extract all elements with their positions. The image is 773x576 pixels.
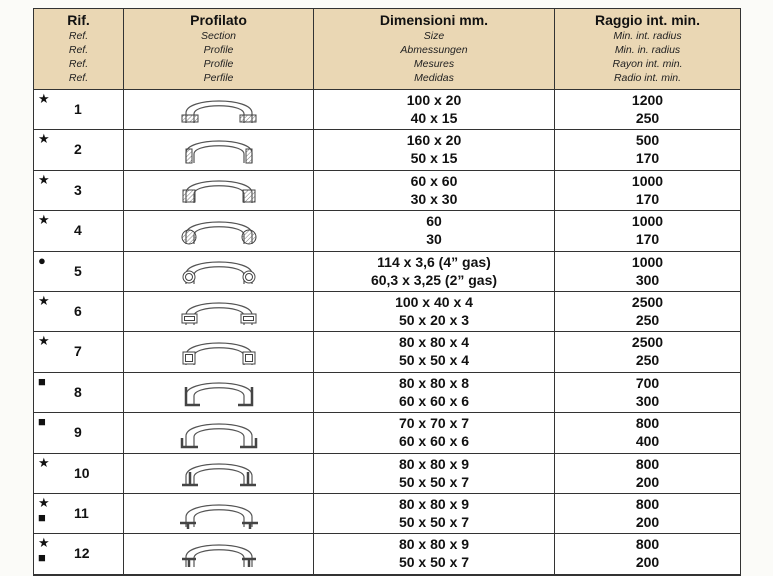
dimension-large: 80 x 80 x 9 <box>398 536 470 553</box>
radius-small: 300 <box>635 271 660 288</box>
radius-small: 300 <box>635 392 660 409</box>
header-radius-sub: Min. in. radius <box>614 44 681 56</box>
dimensions-cell <box>314 171 555 210</box>
table-row <box>34 534 740 574</box>
dimension-large: 80 x 80 x 4 <box>398 334 470 351</box>
ref-cell <box>34 90 124 129</box>
header-ref <box>34 9 124 89</box>
angle-ring-icon <box>176 375 262 409</box>
header-radius-title: Raggio int. min. <box>595 12 700 28</box>
ref-cell <box>34 454 124 493</box>
header-profile <box>124 9 314 89</box>
profile-cell <box>124 130 314 169</box>
header-profile-sub: Perfile <box>203 72 234 84</box>
dimension-large: 100 x 20 <box>406 92 462 108</box>
radius-small: 250 <box>635 352 660 369</box>
radius-cell <box>555 252 740 291</box>
ref-number: 3 <box>74 181 82 198</box>
tee-out-ring-icon <box>176 497 262 531</box>
header-dimensions-sub: Abmessungen <box>400 44 468 56</box>
marker-symbol: ★ <box>38 212 50 228</box>
table-row <box>34 130 740 170</box>
radius-small: 170 <box>635 190 660 207</box>
profile-table <box>33 8 741 576</box>
dimension-large: 70 x 70 x 7 <box>398 415 470 432</box>
ref-number: 10 <box>74 464 90 481</box>
dimension-small: 40 x 15 <box>410 110 458 126</box>
table-row <box>34 332 740 372</box>
ref-cell <box>34 413 124 452</box>
radius-small: 200 <box>635 513 660 530</box>
marker-symbol: ● <box>38 252 46 268</box>
header-ref-sub: Ref. <box>68 72 89 84</box>
header-profile-sub: Profile <box>203 44 234 56</box>
dimension-large: 60 x 60 <box>410 172 458 189</box>
header-radius-sub: Radio int. min. <box>613 72 682 84</box>
radius-large: 800 <box>635 536 660 553</box>
dimension-large: 80 x 80 x 9 <box>398 495 470 512</box>
radius-large: 2500 <box>631 293 664 310</box>
marker-symbol-secondary: ■ <box>38 550 46 566</box>
dimension-small: 50 x 50 x 7 <box>398 554 470 571</box>
dimensions-cell <box>314 90 555 129</box>
marker-symbol: ★ <box>38 292 50 308</box>
marker-symbol-secondary: ■ <box>38 509 46 525</box>
header-dimensions-sub: Mesures <box>413 58 455 70</box>
header-ref-sub: Ref. <box>68 58 89 70</box>
marker-symbol: ★ <box>38 333 50 349</box>
radius-large: 1200 <box>631 92 664 108</box>
radius-small: 250 <box>635 110 660 126</box>
radius-cell <box>555 90 740 129</box>
table-row <box>34 171 740 211</box>
header-dimensions <box>314 9 555 89</box>
profile-cell <box>124 171 314 210</box>
dimensions-cell <box>314 413 555 452</box>
radius-small: 170 <box>635 231 660 248</box>
table-row <box>34 90 740 130</box>
radius-cell <box>555 292 740 331</box>
header-profile-title: Profilato <box>190 12 247 28</box>
radius-large: 1000 <box>631 213 664 230</box>
radius-cell <box>555 534 740 573</box>
header-profile-sub: Section <box>200 30 237 42</box>
header-ref-title: Rif. <box>67 12 90 28</box>
dimension-small: 50 x 50 x 7 <box>398 473 470 490</box>
round-bar-ring-icon <box>176 214 262 248</box>
dimensions-cell <box>314 130 555 169</box>
profile-cell <box>124 413 314 452</box>
dimension-small: 30 x 30 <box>410 190 458 207</box>
ref-number: 11 <box>74 504 89 521</box>
dimension-small: 50 x 50 x 7 <box>398 513 470 530</box>
header-ref-sub: Ref. <box>68 30 89 42</box>
profile-cell <box>124 373 314 412</box>
dimension-small: 50 x 15 <box>410 150 458 167</box>
radius-large: 700 <box>635 374 660 391</box>
profile-cell <box>124 211 314 250</box>
dimension-large: 100 x 40 x 4 <box>395 293 473 310</box>
dimensions-cell <box>314 211 555 250</box>
radius-large: 800 <box>635 455 660 472</box>
rect-tube-ring-icon <box>176 295 262 329</box>
rectangle-ring-icon <box>176 93 262 127</box>
profile-cell <box>124 494 314 533</box>
square-tube-ring-icon <box>176 335 262 369</box>
table-row <box>34 252 740 292</box>
radius-large: 500 <box>635 132 660 149</box>
dimensions-cell <box>314 373 555 412</box>
radius-large: 2500 <box>631 334 664 351</box>
tube-ring-icon <box>176 254 262 288</box>
header-dimensions-title: Dimensioni mm. <box>379 12 489 28</box>
ref-cell <box>34 211 124 250</box>
table-row <box>34 413 740 453</box>
dimension-small: 50 x 50 x 4 <box>398 352 470 369</box>
dimension-large: 114 x 3,6 (4” gas) <box>377 253 491 270</box>
table-row <box>34 292 740 332</box>
dimension-large: 160 x 20 <box>406 132 462 149</box>
ref-number: 6 <box>74 302 82 319</box>
ref-number: 5 <box>74 262 82 279</box>
marker-symbol: ■ <box>38 373 46 389</box>
dimension-small: 60,3 x 3,25 (2” gas) <box>370 271 498 288</box>
radius-cell <box>555 454 740 493</box>
radius-cell <box>555 332 740 371</box>
table-row <box>34 494 740 534</box>
marker-symbol: ■ <box>38 414 46 430</box>
dimensions-cell <box>314 252 555 291</box>
radius-cell <box>555 413 740 452</box>
ref-cell <box>34 373 124 412</box>
ref-cell <box>34 130 124 169</box>
marker-symbol: ★ <box>38 131 50 147</box>
dimensions-cell <box>314 292 555 331</box>
ref-number: 9 <box>74 424 82 441</box>
marker-symbol: ★ <box>38 494 50 510</box>
radius-large: 800 <box>635 495 660 512</box>
dimension-large: 60 <box>426 213 442 230</box>
radius-small: 250 <box>635 311 660 328</box>
ref-cell <box>34 252 124 291</box>
ref-cell <box>34 534 124 573</box>
radius-large: 1000 <box>631 172 664 189</box>
table-body <box>34 90 740 575</box>
dimension-small: 30 <box>426 231 442 248</box>
dimension-small: 60 x 60 x 6 <box>398 433 470 450</box>
profile-cell <box>124 90 314 129</box>
table-row <box>34 373 740 413</box>
header-dimensions-sub: Size <box>423 30 445 42</box>
dimensions-cell <box>314 534 555 573</box>
radius-small: 200 <box>635 554 660 571</box>
header-radius-sub: Rayon int. min. <box>612 58 683 70</box>
profile-cell <box>124 252 314 291</box>
dimensions-cell <box>314 332 555 371</box>
ref-cell <box>34 171 124 210</box>
radius-cell <box>555 211 740 250</box>
marker-symbol: ★ <box>38 454 50 470</box>
radius-small: 200 <box>635 473 660 490</box>
profile-cell <box>124 332 314 371</box>
tee-flange-ring-icon <box>176 537 262 571</box>
table-header <box>34 9 740 90</box>
radius-cell <box>555 373 740 412</box>
dimension-large: 80 x 80 x 9 <box>398 455 470 472</box>
ref-cell <box>34 494 124 533</box>
header-dimensions-sub: Medidas <box>414 72 454 84</box>
ref-cell <box>34 332 124 371</box>
radius-large: 800 <box>635 415 660 432</box>
radius-cell <box>555 494 740 533</box>
angle-out-ring-icon <box>176 416 262 450</box>
tee-ring-icon <box>176 456 262 490</box>
table-row <box>34 211 740 251</box>
marker-symbol: ★ <box>38 91 50 106</box>
radius-small: 170 <box>635 150 660 167</box>
dimensions-cell <box>314 494 555 533</box>
ref-number: 2 <box>74 141 82 158</box>
ref-number: 4 <box>74 222 82 239</box>
ref-number: 12 <box>74 545 90 562</box>
header-radius <box>555 9 740 89</box>
marker-symbol: ★ <box>38 171 50 187</box>
radius-cell <box>555 130 740 169</box>
square-ring-icon <box>176 173 262 207</box>
radius-cell <box>555 171 740 210</box>
dimension-small: 50 x 20 x 3 <box>398 311 470 328</box>
dimension-small: 60 x 60 x 6 <box>398 392 470 409</box>
table-row <box>34 454 740 494</box>
dimensions-cell <box>314 454 555 493</box>
marker-symbol: ★ <box>38 535 50 551</box>
ref-number: 8 <box>74 383 82 400</box>
dimension-large: 80 x 80 x 8 <box>398 374 470 391</box>
header-profile-sub: Profile <box>203 58 234 70</box>
profile-cell <box>124 292 314 331</box>
header-ref-sub: Ref. <box>68 44 89 56</box>
profile-cell <box>124 454 314 493</box>
radius-large: 1000 <box>631 253 664 270</box>
ref-number: 1 <box>74 101 82 117</box>
upright-rectangle-ring-icon <box>176 133 262 167</box>
ref-number: 7 <box>74 343 82 360</box>
ref-cell <box>34 292 124 331</box>
profile-cell <box>124 534 314 573</box>
header-radius-sub: Min. int. radius <box>613 30 682 42</box>
radius-small: 400 <box>635 433 660 450</box>
